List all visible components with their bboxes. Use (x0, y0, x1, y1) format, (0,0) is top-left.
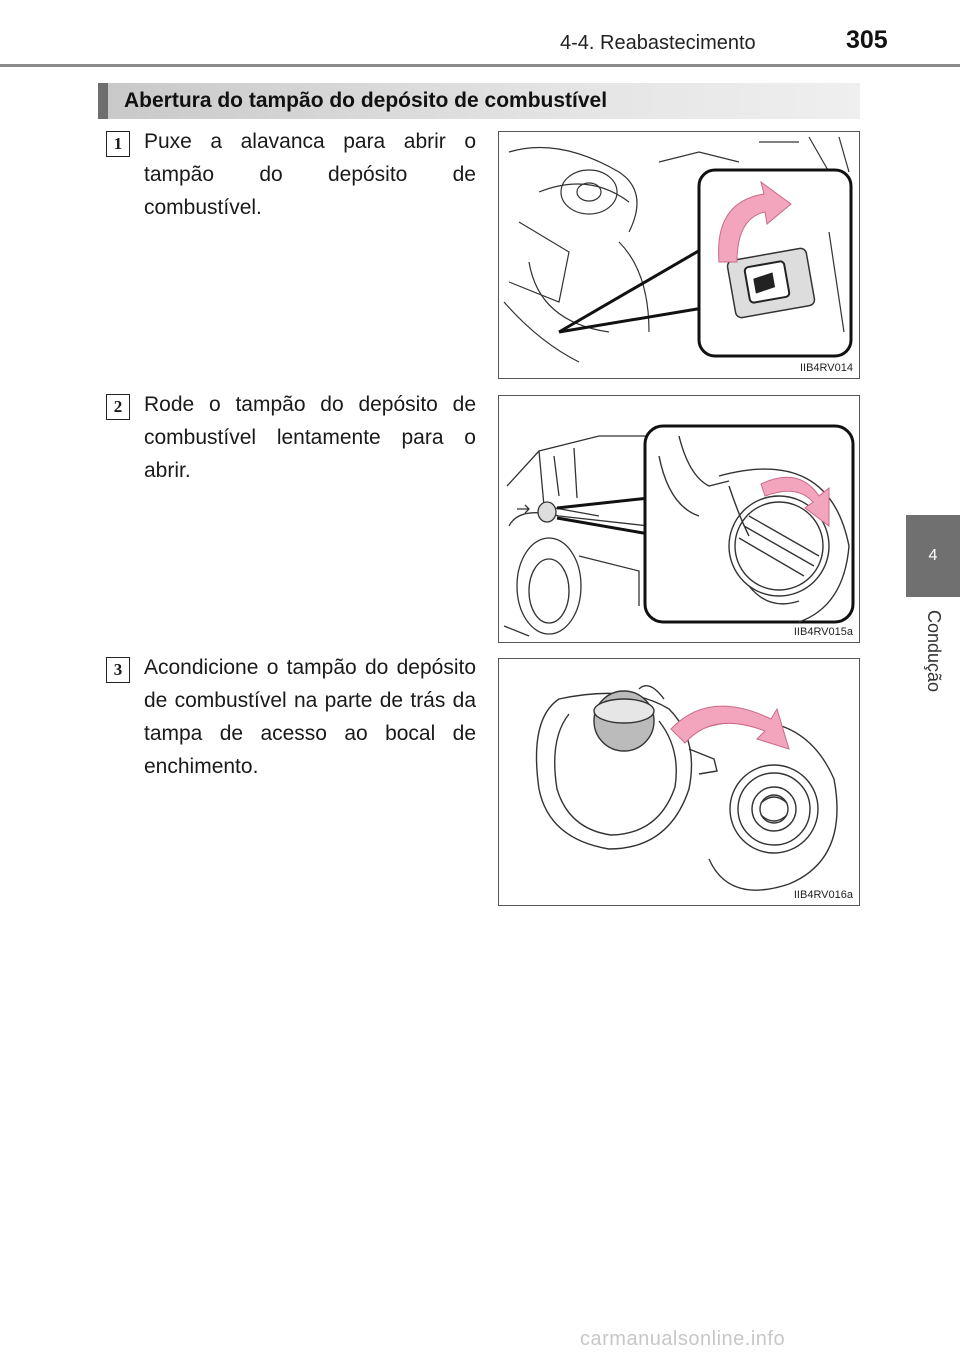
step-number-1: 1 (106, 131, 130, 157)
header-rule (0, 64, 960, 67)
chapter-tab[interactable] (906, 515, 960, 597)
step-text-1: Puxe a alavanca para abrir o tampão do depósito de combustível. (144, 130, 476, 219)
chapter-tab-number: 4 (928, 547, 938, 564)
illustration-fuel-cap-holder (498, 658, 860, 906)
chapter-heading: 4-4. Reabastecimento (560, 32, 756, 54)
step-number-2: 2 (106, 394, 130, 420)
image-code-3: IIB4RV016a (793, 889, 853, 901)
chapter-tab-label: Condução (924, 610, 944, 693)
step-number-3: 3 (106, 657, 130, 683)
image-code-2: IIB4RV015a (793, 626, 853, 638)
step-text-2: Rode o tampão do depósito de combustível lentamente para o abrir. (144, 393, 476, 482)
illustration-fuel-cap-unscrew (498, 395, 860, 643)
fuel-cap-holder-drawing (499, 659, 860, 906)
page-number: 305 (846, 26, 888, 54)
watermark: carmanualsonline.info (580, 1328, 786, 1350)
illustration-fuel-lever (498, 131, 860, 379)
section-title: Abertura do tampão do depósito de combustível (124, 89, 608, 112)
image-code-1: IIB4RV014 (799, 362, 853, 374)
fuel-lever-drawing (499, 132, 860, 379)
fuel-cap-unscrew-drawing (499, 396, 860, 643)
section-banner (98, 83, 860, 119)
step-text-3: Acondicione o tampão do depósito de combustível na parte de trás da tampa de acesso ao bocal de enchimento. (144, 656, 476, 778)
